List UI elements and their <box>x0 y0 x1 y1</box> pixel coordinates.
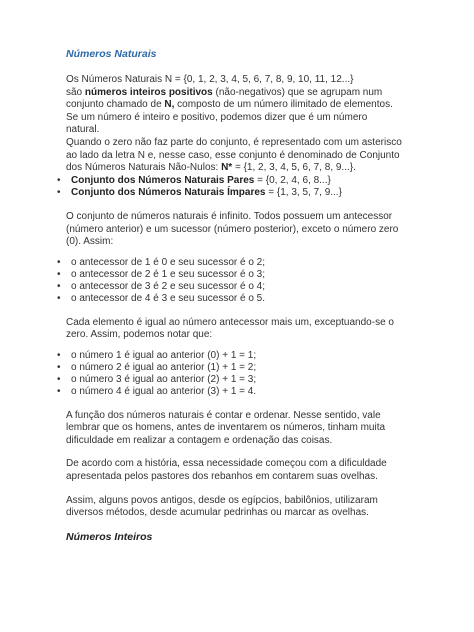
list-item-text: o número 2 é igual ao anterior (1) + 1 = 2; <box>71 361 257 373</box>
set-name: Conjunto dos Números Naturais Ímpares <box>71 187 266 199</box>
intro-line-3-post: composto de um número ilimitado de elementos. <box>174 99 393 111</box>
intro-line-4: Se um número é inteiro e positivo, podemos dizer que é um número <box>66 111 368 123</box>
paragraph-line: De acordo com a história, essa necessidade começou com a dificuldade <box>66 458 387 470</box>
intro-line-3-pre: conjunto chamado de <box>66 99 165 111</box>
list-item-text: o antecessor de 2 é 1 e seu sucessor é o 3; <box>71 268 266 280</box>
intro-line-8-bold: N* <box>221 162 233 174</box>
list-item-text: o número 4 é igual ao anterior (3) + 1 = 4. <box>71 386 257 398</box>
paragraph-line: (0). Assim: <box>66 236 114 248</box>
intro-line-2-post: (não-negativos) que se agrupam num <box>212 86 383 98</box>
set-values: = {1, 3, 5, 7, 9...} <box>265 187 342 199</box>
paragraph-line: diversos métodos, desde acumular pedrinhas ou marcar as ovelhas. <box>66 507 369 519</box>
intro-paragraph <box>66 74 434 175</box>
list-item-text: o antecessor de 1 é 0 e seu sucessor é o 2; <box>71 256 266 268</box>
paragraph-line: Cada elemento é igual ao número antecessor mais um, exceptuando-se o <box>66 316 394 328</box>
list-item-text: o antecessor de 4 é 3 e seu sucessor é o 5. <box>71 293 266 305</box>
intro-line-8 <box>66 162 434 175</box>
bullet-icon: • <box>57 281 61 293</box>
bullet-icon: • <box>57 293 61 305</box>
paragraph-history <box>66 458 434 483</box>
intro-line-2-pre: são <box>66 86 85 98</box>
intro-line-8-pre: dos Números Naturais Não-Nulos: <box>66 162 222 174</box>
list-item <box>57 281 434 293</box>
bullet-icon: • <box>57 256 61 268</box>
paragraph-line: A função dos números naturais é contar e ordenar. Nesse sentido, vale <box>66 409 381 421</box>
list-item <box>57 386 434 398</box>
antecessores-list <box>57 256 434 306</box>
bullet-icon: • <box>57 174 61 186</box>
sets-list <box>57 174 434 200</box>
intro-line-2-bold: números inteiros positivos <box>84 86 213 98</box>
set-name: Conjunto dos Números Naturais Pares <box>71 174 255 186</box>
list-item <box>57 374 434 386</box>
paragraph-each-element <box>66 317 434 342</box>
intro-line-1: Os Números Naturais N = {0, 1, 2, 3, 4, 5, 6, 7, 8, 9, 10, 11, 12...} <box>66 74 354 85</box>
bullet-icon: • <box>57 361 61 373</box>
list-item-text: o número 3 é igual ao anterior (2) + 1 = 3; <box>71 374 257 386</box>
bullet-icon: • <box>57 349 61 361</box>
paragraph-line: dificuldade em realizar a contagem e ordenação das coisas. <box>66 434 333 446</box>
paragraph-peoples <box>66 495 434 520</box>
list-item-text: o antecessor de 3 é 2 e seu sucessor é o 4; <box>71 281 266 293</box>
intro-line-7: ao lado da letra N e, nesse caso, esse conjunto é denominado de Conjunto <box>66 149 400 161</box>
list-item <box>57 256 434 269</box>
bullet-icon: • <box>57 386 61 398</box>
paragraph-line: O conjunto de números naturais é infinito. Todos possuem um antecessor <box>66 210 393 222</box>
intro-line-2 <box>66 87 434 100</box>
intro-line-8-post: = {1, 2, 3, 4, 5, 6, 7, 8, 9...}. <box>232 162 356 174</box>
list-item <box>57 187 434 200</box>
list-item <box>57 268 434 281</box>
intro-line-3 <box>66 99 434 112</box>
list-item <box>57 174 434 188</box>
equalities-list <box>57 349 434 399</box>
paragraph-infinite <box>66 211 434 249</box>
list-item <box>57 349 434 362</box>
paragraph-line: lembrar que os homens, antes de inventarem os números, tinham muita <box>66 422 386 434</box>
list-item <box>57 361 434 374</box>
set-values: = {0, 2, 4, 6, 8...} <box>254 174 331 186</box>
bullet-icon: • <box>57 187 61 199</box>
bullet-icon: • <box>57 268 61 280</box>
intro-line-5: natural. <box>66 124 100 136</box>
paragraph-line: zero. Assim, podemos notar que: <box>66 329 213 341</box>
bullet-icon: • <box>57 374 61 386</box>
paragraph-line: apresentada pelos pastores dos rebanhos em contarem suas ovelhas. <box>66 470 378 482</box>
list-item-text: o número 1 é igual ao anterior (0) + 1 = 1; <box>71 349 257 361</box>
paragraph-line: (número anterior) e um sucessor (número posterior), exceto o número zero <box>66 223 399 235</box>
intro-line-3-bold: N, <box>164 99 175 111</box>
paragraph-function <box>66 410 434 448</box>
heading-numeros-inteiros: Números Inteiros <box>66 530 153 543</box>
paragraph-line: Assim, alguns povos antigos, desde os egípcios, babilônios, utilizaram <box>66 494 378 506</box>
intro-line-6: Quando o zero não faz parte do conjunto, é representado com um asterisco <box>66 136 402 148</box>
heading-numeros-naturais: Números Naturais <box>66 48 157 60</box>
list-item <box>57 293 434 305</box>
